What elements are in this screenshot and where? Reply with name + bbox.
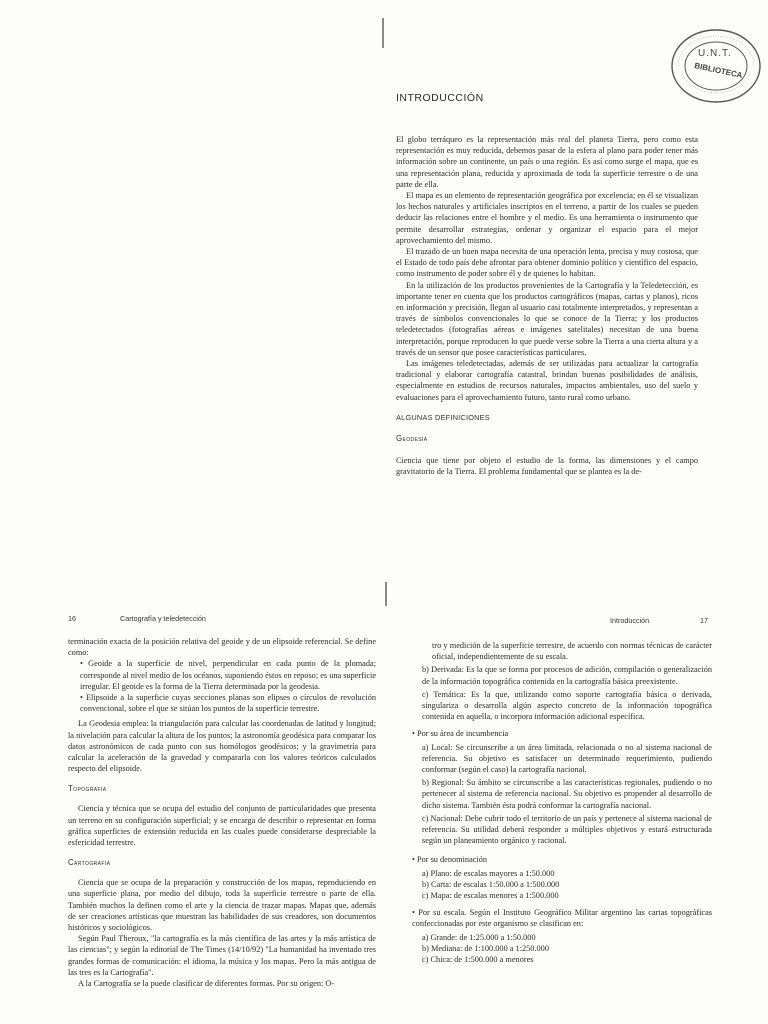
list-heading: • Por su área de incumbencia	[412, 729, 509, 739]
list-item: tro y medición de la superficie terrestre, de acuerdo con normas técnicas de carácter oficial, independientemente de su escala.	[432, 641, 712, 662]
list-item: a) Grande: de 1:25.000 a 1:50.000	[422, 932, 536, 942]
subsection-heading: Topografía	[68, 784, 107, 794]
right-page	[412, 640, 712, 965]
paragraph: En la utilización de los productos provenientes de la Cartografía y la Teledetección, es importante tener en cuenta que los productos cartográficos (mapas, cartas y planos), ricos en información y precisión, llegan al usuario casi totalmente interpretados, y representan a través de símbolos convencionales lo que se conoce de la Tierra; y los productos teledetectados (fotografías aéreas e imágenes satelitales) necesitan de una buena interpretación, porque reproducen lo que puede verse sobre la Tierra a una cierta altura y a través de un sensor que posee características particulares.	[396, 280, 698, 357]
paragraph: Las imágenes teledetectadas, además de ser utilizadas para actualizar la cartografía tradicional y elaborar cartografía catastral, brindan buenas posibilidades de análisis, especialmente en estudios de recursos naturales, impactos ambientales, uso del suelo y evaluaciones para el aprovechamiento futuro, tanto rural como urbano.	[396, 359, 698, 402]
paragraph: La Geodesia emplea: la triangulación para calcular las coordenadas de latitud y longitud; la nivelación para calcular la altura de los puntos; la astronomía geodésica para comparar los datos astronómicos de cada punto con sus homólogos geodésicos; y la gravimetría para calcular la aceleración de la gravedad y compararla con los valores teóricos calculados respecto del elipsoide.	[68, 719, 376, 774]
paragraph: El trazado de un buen mapa necesita de una operación lenta, precisa y muy costosa, que el Estado de todo país debe afrontar para obtener dominio político y científico del espacio, como instrumento de poder sobre él y de quienes lo habitan.	[396, 247, 698, 279]
list-item: c) Nacional: Debe cubrir todo el territorio de un país y pertenece al sistema nacional de referencia. Su utilidad deberá responder a múltiples objetivos y estará estructurada según un planeamiento orgánico y racional.	[422, 813, 712, 846]
paragraph: Ciencia que se ocupa de la preparación y construcción de los mapas, reproduciendo en una superficie plana, por medio del dibujo, toda la superficie terrestre o parte de ella. También muchos la definen como el arte y la ciencia de trazar mapas. Mapas que, además de ser creaciones artísticas que muestran las habilidades de sus creadores, son documentos históricos y sociológicos.	[68, 878, 376, 933]
list-item: b) Derivada: Es la que se forma por procesos de adición, compilación o generalización de la información topográfica contenida en la cartografía básica preexistente.	[422, 665, 712, 686]
paragraph: terminación exacta de la posición relativa del geoide y de un elipsoide referencial. Se define como:	[68, 637, 376, 658]
list-item: c) Temática: Es la que, utilizando como soporte cartografía básica o derivada, singulariza o desarrolla algún aspecto concreto de la información topográfica contenida en aquella, o incorpora información adicional específica.	[422, 689, 712, 722]
list-item: • Elipsoide a la superficie cuyas secciones planas son elipses o círculos de revolución convencional, sobre el que se sitúan los puntos de la superficie terrestre.	[80, 693, 376, 714]
top-page	[396, 92, 698, 477]
paragraph: A la Cartografía se la puede clasificar de diferentes formas. Por su origen: O-	[78, 979, 335, 989]
spine-mark-top	[382, 18, 384, 48]
subsection-heading: Geodesia	[396, 433, 428, 443]
left-page	[68, 636, 376, 989]
page-title: INTRODUCCIÓN	[396, 92, 484, 104]
paragraph: Ciencia y técnica que se ocupa del estudio del conjunto de particularidades que presenta un terreno en su configuración superficial; y se encarga de describir o representar en forma gráfica superficies de extensión reducida en las cuales puede considerarse despreciable la esfericidad terrestre.	[68, 804, 376, 848]
list-item: c) Mapa: de escalas menores a 1:500.000	[422, 891, 559, 901]
paragraph: Según Paul Theroux, "la cartografía es la más científica de las artes y la más artística de las ciencias"; y según la editorial de The Times (14/10/92) "La humanidad ha inventado tres grandes formas de comunicación: el idioma, la música y los mapas. Pero la más antigua de las tres es la Cartografía".	[68, 934, 376, 977]
running-head-right: Introducción	[610, 616, 650, 625]
list-heading: • Por su escala. Según el Instituto Geográfico Militar argentino las cartas topográficas confeccionadas por este organismo se clasifican en:	[412, 908, 712, 929]
list-item: a) Plano: de escalas mayores a 1:50.000	[422, 868, 555, 878]
stamp-line2: BIBLIOTECA	[693, 61, 744, 80]
stamp-line1: U.N.T.	[698, 48, 732, 59]
subsection-heading: Cartografía	[68, 858, 111, 868]
spine-mark-bottom	[385, 582, 387, 606]
page-number-right: 17	[700, 616, 708, 625]
list-item: b) Regional: Su ámbito se circunscribe a las características regionales, pudiendo o no pertenecer al sistema de referencia nacional. Su objetivo es propender al desarrollo de dicho sistema. También ésta podrá conformar la cartografía nacional.	[422, 778, 712, 810]
running-head-left: Cartografía y teledetección	[120, 614, 206, 623]
paragraph: Ciencia que tiene por objeto el estudio de la forma, las dimensiones y el campo gravitatorio de la Tierra. El problema fundamental que se plantea es la de-	[396, 455, 698, 477]
page-number-left: 16	[68, 614, 76, 623]
list-item: a) Local: Se circunscribe a un área limitada, relacionada o no al sistema nacional de referencia. Su objetivo es satisfacer un determinado requerimiento, pudiendo conformar (según el caso) la cartografía nacional.	[422, 742, 712, 775]
list-item: b) Mediana: de 1:100.000 a 1:250.000	[422, 943, 549, 953]
paragraph: El globo terráqueo es la representación más real del planeta Tierra, pero como esta representación es muy reducida, debemos pasar de la esfera al plano para poder tener más información sobre un continente, un país o una región. Es así como surge el mapa, que es una representación plana, reducida y aproximada de toda la superficie terrestre o de una parte de ella.	[396, 135, 698, 189]
section-heading: ALGUNAS DEFINICIONES	[396, 412, 490, 422]
list-item: c) Chica: de 1:500.000 a menores	[422, 955, 534, 965]
list-item: b) Carta: de escalas 1:50.000 a 1:500.000	[422, 879, 560, 889]
list-heading: • Por su denominación	[412, 855, 488, 865]
paragraph: El mapa es un elemento de representación geográfica por excelencia; en él se visualizan los hechos naturales y artificiales inscriptos en el terreno, a partir de los cuales se pueden deducir las relaciones entre el hombre y el medio. Es una herramienta o instrumento que permite desarrollar estrategias, ordenar y organizar el espacio para el mejor aprovechamiento del mismo.	[396, 191, 698, 245]
list-item: • Geoide a la superficie de nivel, perpendicular en cada punto de la plomada; corresponde al nivel medio de los océanos, suponiendo éstos en reposo; es una superficie irregular. El geoide es la forma de la Tierra determinada por la geodesia.	[80, 659, 376, 691]
